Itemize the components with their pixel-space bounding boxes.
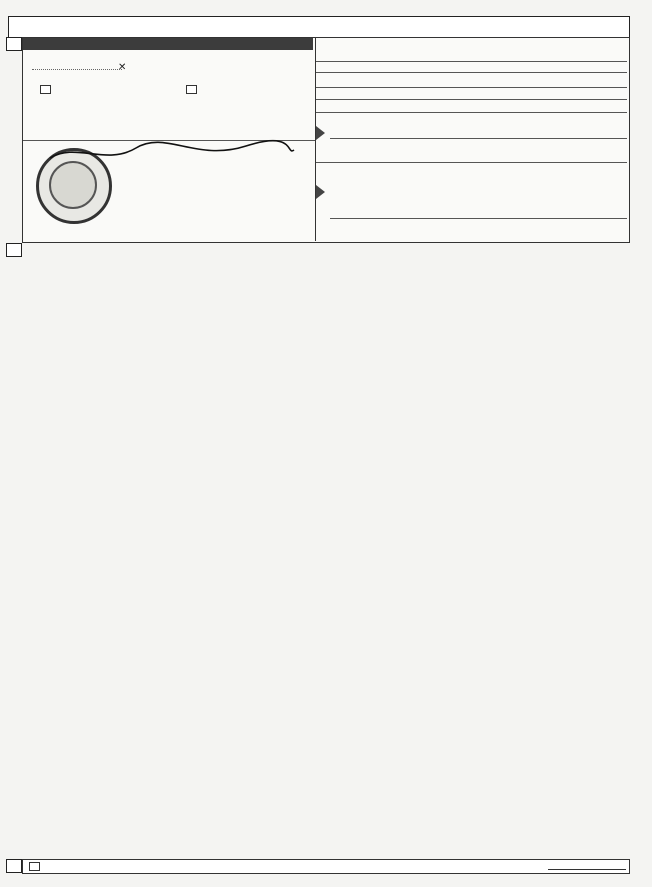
warning-box <box>8 16 630 38</box>
not-actual-mileage-checkbox[interactable] <box>186 85 197 94</box>
section-b-letter <box>6 243 22 257</box>
section-c-letter <box>6 859 22 873</box>
titling-fees-input[interactable] <box>548 869 626 870</box>
notary-signature-scribble <box>46 138 296 168</box>
arrow-icon <box>316 126 325 140</box>
x-mark-icon: ✕ <box>118 62 127 73</box>
arrow-icon <box>316 185 325 199</box>
section-c-bar <box>22 859 630 874</box>
odometer-input[interactable] <box>32 61 122 70</box>
section-a-letter <box>6 37 22 51</box>
seal-emblem-icon <box>49 161 97 209</box>
dealer-title-checkbox[interactable] <box>29 862 40 871</box>
section-a-header <box>23 38 313 50</box>
excess-mileage-checkbox[interactable] <box>40 85 51 94</box>
